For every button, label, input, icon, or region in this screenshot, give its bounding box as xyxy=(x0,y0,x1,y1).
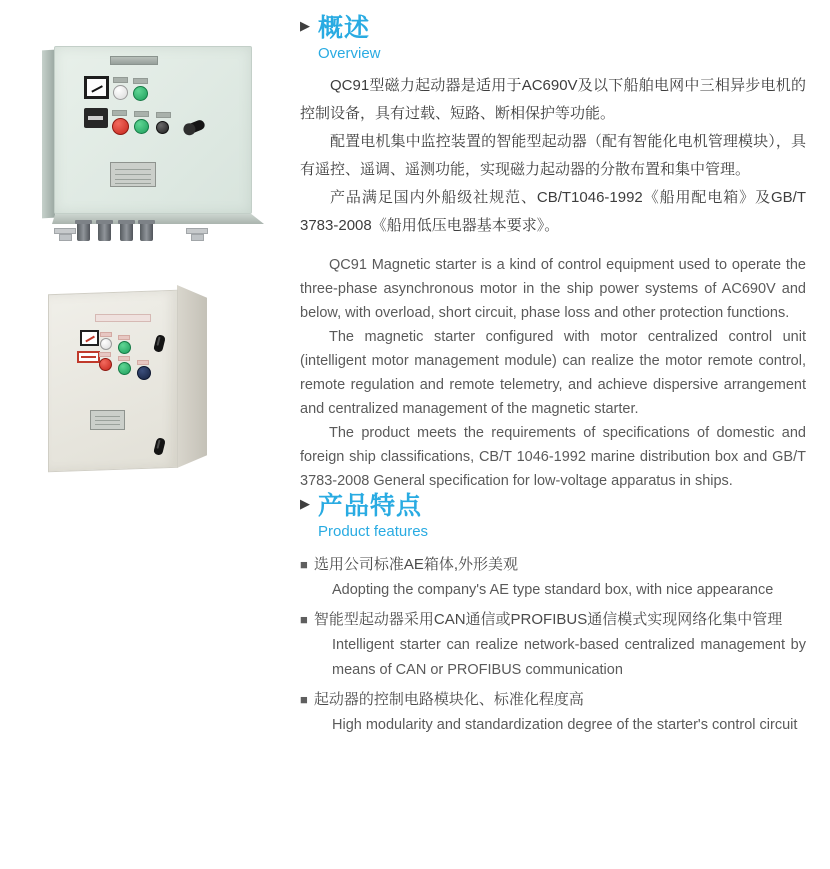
features-section xyxy=(300,492,806,741)
features-heading xyxy=(300,492,806,541)
photo2-button-label xyxy=(99,352,111,357)
photo1-red-button xyxy=(112,118,129,135)
overview-en-paragraph: QC91 Magnetic starter is a kind of control equipment used to operate the three-phase asynchronous motor in the ship power systems of AC690V and below, with overload, short circuit, phase loss and other protection functions. xyxy=(300,257,806,321)
photo1-mounting-bracket xyxy=(54,228,76,234)
photo2-button-label xyxy=(137,360,149,365)
square-bullet-icon: ■ xyxy=(300,612,308,627)
photo2-white-button xyxy=(100,338,112,350)
photo1-cable-gland xyxy=(120,220,133,241)
photo1-cable-gland xyxy=(140,220,153,241)
photo1-button-label xyxy=(134,111,149,117)
photo1-button-label xyxy=(112,110,127,116)
photo2-button-label xyxy=(118,335,130,340)
square-bullet-icon: ■ xyxy=(300,692,308,707)
photo2-red-button xyxy=(99,358,112,371)
overview-english-paragraphs xyxy=(300,253,806,493)
photo1-mounting-bracket xyxy=(186,228,208,234)
feature-item-zh xyxy=(300,551,806,578)
photo1-box-front-panel xyxy=(54,46,252,214)
photo2-red-framed-label xyxy=(77,351,100,363)
photo1-breaker-switch xyxy=(84,108,108,128)
photo1-cable-gland xyxy=(77,220,90,241)
photo1-top-label xyxy=(110,56,158,65)
photo1-cable-gland xyxy=(98,220,111,241)
photo1-white-button xyxy=(113,85,128,100)
overview-heading xyxy=(300,14,806,63)
photo2-button-label xyxy=(100,332,112,337)
photo2-box-side xyxy=(177,285,207,468)
photo2-ammeter xyxy=(80,330,99,346)
triangle-marker-icon: ▶ xyxy=(300,18,310,33)
overview-zh-paragraph: 配置电机集中监控装置的智能型起动器（配有智能化电机管理模块），具有遥控、遥调、遥测功能，实现磁力起动器的分散布置和集中管理。 xyxy=(300,133,806,178)
square-bullet-icon: ■ xyxy=(300,557,308,572)
overview-en-paragraph: The magnetic starter configured with motor centralized control unit (intelligent motor management module) can realize the motor remote control, remote regulation and remote telemetry, and achieve dispersive arrangement and centralized management of the magnetic starter. xyxy=(300,329,806,417)
photo2-navy-button xyxy=(137,366,151,380)
feature-zh-text: 智能型起动器采用CAN通信或PROFIBUS通信模式实现网络化集中管理 xyxy=(313,611,783,628)
photo2-green-button-2 xyxy=(118,362,131,375)
product-photo-front-view xyxy=(28,38,266,254)
triangle-marker-icon: ▶ xyxy=(300,496,310,511)
photo2-green-button xyxy=(118,341,131,354)
overview-zh-paragraph: QC91型磁力起动器是适用于AC690V及以下船舶电网中三相异步电机的控制设备，具有过载、短路、断相保护等功能。 xyxy=(300,77,806,122)
photo2-button-label xyxy=(118,356,130,361)
feature-item-en: High modularity and standardization degree of the starter's control circuit xyxy=(332,717,798,733)
overview-zh-paragraph: 产品满足国内外船级社规范、CB/T1046-1992《船用配电箱》及GB/T 3783-2008《船用低压电器基本要求》。 xyxy=(300,189,806,234)
features-title-zh: 产品特点 xyxy=(318,492,423,520)
features-list xyxy=(300,551,806,738)
features-title-en: Product features xyxy=(318,523,429,540)
photo1-button-label xyxy=(156,112,171,118)
photo1-ammeter xyxy=(84,76,109,99)
feature-item-zh xyxy=(300,606,806,633)
overview-en-paragraph: The product meets the requirements of specifications of domestic and foreign ship classifications, CB/T 1046-1992 marine distribution box and GB/T 3783-2008 General specification for low-voltage apparatus in ships. xyxy=(300,425,806,489)
overview-title-zh: 概述 xyxy=(318,14,371,42)
overview-section xyxy=(300,14,806,493)
overview-chinese-paragraphs xyxy=(300,72,806,240)
photo1-button-label xyxy=(113,77,128,83)
photo1-button-label xyxy=(133,78,148,84)
photo1-black-button xyxy=(156,121,169,134)
feature-item-zh xyxy=(300,686,806,713)
photo2-nameplate xyxy=(90,410,125,430)
feature-zh-text: 选用公司标准AE箱体,外形美观 xyxy=(313,556,519,573)
photo1-nameplate xyxy=(110,162,156,187)
photo1-green-button xyxy=(133,86,148,101)
feature-item-en: Intelligent starter can realize network-based centralized management by means of CAN or PROFIBUS communication xyxy=(332,637,806,678)
photo1-green-button-2 xyxy=(134,119,149,134)
overview-title-en: Overview xyxy=(318,45,381,62)
feature-zh-text: 起动器的控制电路模块化、标准化程度高 xyxy=(313,691,584,708)
feature-item-en: Adopting the company's AE type standard box, with nice appearance xyxy=(332,582,774,598)
photo2-top-label xyxy=(95,314,151,322)
product-photo-angled-view xyxy=(45,280,215,475)
